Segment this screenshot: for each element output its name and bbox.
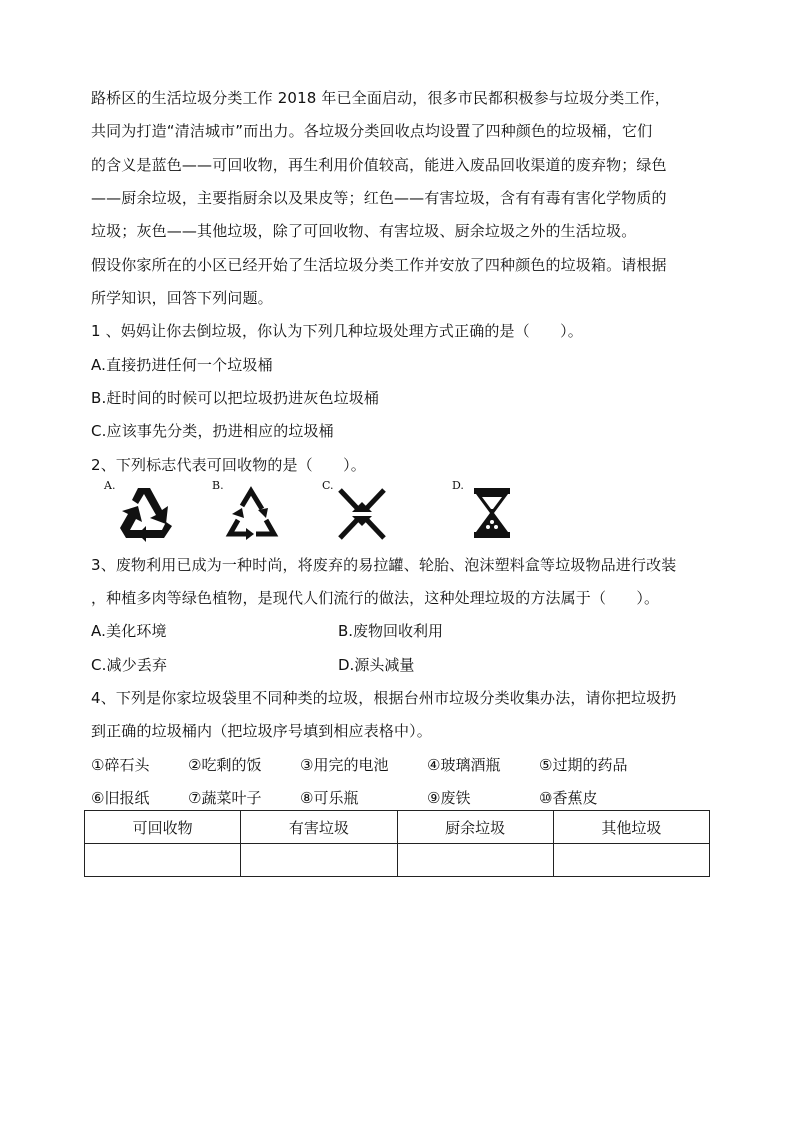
intro-line-5: 垃圾；灰色——其他垃圾，除了可回收物、有害垃圾、厨余垃圾之外的生活垃圾。 — [91, 222, 637, 240]
sorting-answer-table — [84, 810, 710, 877]
question-1-option-a: A.直接扔进任何一个垃圾桶 — [91, 356, 273, 374]
question-1-option-b: B.赶时间的时候可以把垃圾扔进灰色垃圾桶 — [91, 389, 380, 407]
table-header-recyclable: 可回收物 — [85, 811, 241, 844]
intro-line-6: 假设你家所在的小区已经开始了生活垃圾分类工作并安放了四种颜色的垃圾箱。请根据 — [91, 256, 667, 274]
question-4-line-2: 到正确的垃圾桶内（把垃圾序号填到相应表格中）。 — [91, 722, 432, 740]
garbage-item: ⑩香蕉皮 — [539, 789, 598, 807]
question-3-option-b: B.废物回收利用 — [338, 622, 444, 640]
table-answer-row — [85, 844, 710, 877]
question-3-line-2: ，种植多肉等绿色植物，是现代人们流行的做法，这种处理垃圾的方法属于（ ）。 — [91, 589, 660, 607]
table-header-other: 其他垃圾 — [553, 811, 709, 844]
option-a-label: A. — [104, 479, 116, 492]
table-header-hazardous: 有害垃圾 — [241, 811, 397, 844]
question-2-symbol-options — [100, 480, 530, 544]
question-2-stem: 2、下列标志代表可回收物的是（ ）。 — [91, 456, 366, 474]
question-3-option-d: D.源头减量 — [338, 656, 415, 674]
garbage-item: ②吃剩的饭 — [188, 756, 262, 774]
table-header-kitchen: 厨余垃圾 — [397, 811, 553, 844]
question-3-option-a: A.美化环境 — [91, 622, 167, 640]
garbage-item: ⑤过期的药品 — [539, 756, 628, 774]
table-header-row — [85, 811, 710, 844]
garbage-item: ④玻璃酒瓶 — [427, 756, 501, 774]
intro-line-2: 共同为打造“清洁城市”而出力。各垃圾分类回收点均设置了四种颜色的垃圾桶，它们 — [91, 122, 653, 140]
garbage-item: ⑧可乐瓶 — [300, 789, 359, 807]
answer-cell-recyclable[interactable] — [85, 844, 241, 877]
intro-line-4: ——厨余垃圾，主要指厨余以及果皮等；红色——有害垃圾，含有有毒有害化学物质的 — [91, 189, 667, 207]
recycle-arrows-outline-icon — [224, 484, 280, 542]
recycle-arrows-solid-icon — [116, 484, 172, 542]
garbage-item: ⑦蔬菜叶子 — [188, 789, 262, 807]
garbage-item: ①碎石头 — [91, 756, 150, 774]
option-a-symbol — [100, 480, 180, 544]
garbage-item: ⑨废铁 — [427, 789, 471, 807]
question-3-option-c: C.减少丢弃 — [91, 656, 168, 674]
option-d-label: D. — [452, 479, 464, 492]
question-1-option-c: C.应该事先分类，扔进相应的垃圾桶 — [91, 422, 334, 440]
answer-cell-hazardous[interactable] — [241, 844, 397, 877]
option-b-label: B. — [212, 479, 224, 492]
option-b-symbol — [208, 480, 288, 544]
garbage-item: ⑥旧报纸 — [91, 789, 150, 807]
option-d-symbol — [448, 480, 528, 544]
question-3-line-1: 3、废物利用已成为一种时尚，将废弃的易拉罐、轮胎、泡沫塑料盒等垃圾物品进行改装 — [91, 556, 677, 574]
garbage-item: ③用完的电池 — [300, 756, 389, 774]
intro-line-3: 的含义是蓝色——可回收物，再生利用价值较高，能进入废品回收渠道的废弃物；绿色 — [91, 156, 667, 174]
answer-cell-other[interactable] — [553, 844, 709, 877]
question-1-stem: 1 、妈妈让你去倒垃圾，你认为下列几种垃圾处理方式正确的是（ ）。 — [91, 322, 583, 340]
option-c-label: C. — [322, 479, 334, 492]
option-c-symbol — [318, 480, 398, 544]
hourglass-icon — [464, 484, 520, 542]
crossed-arrows-icon — [334, 484, 390, 542]
intro-line-1: 路桥区的生活垃圾分类工作 2018 年已全面启动，很多市民都积极参与垃圾分类工作， — [91, 89, 670, 107]
answer-cell-kitchen[interactable] — [397, 844, 553, 877]
intro-line-7: 所学知识，回答下列问题。 — [91, 289, 273, 307]
question-4-line-1: 4、下列是你家垃圾袋里不同种类的垃圾，根据台州市垃圾分类收集办法，请你把垃圾扔 — [91, 689, 677, 707]
